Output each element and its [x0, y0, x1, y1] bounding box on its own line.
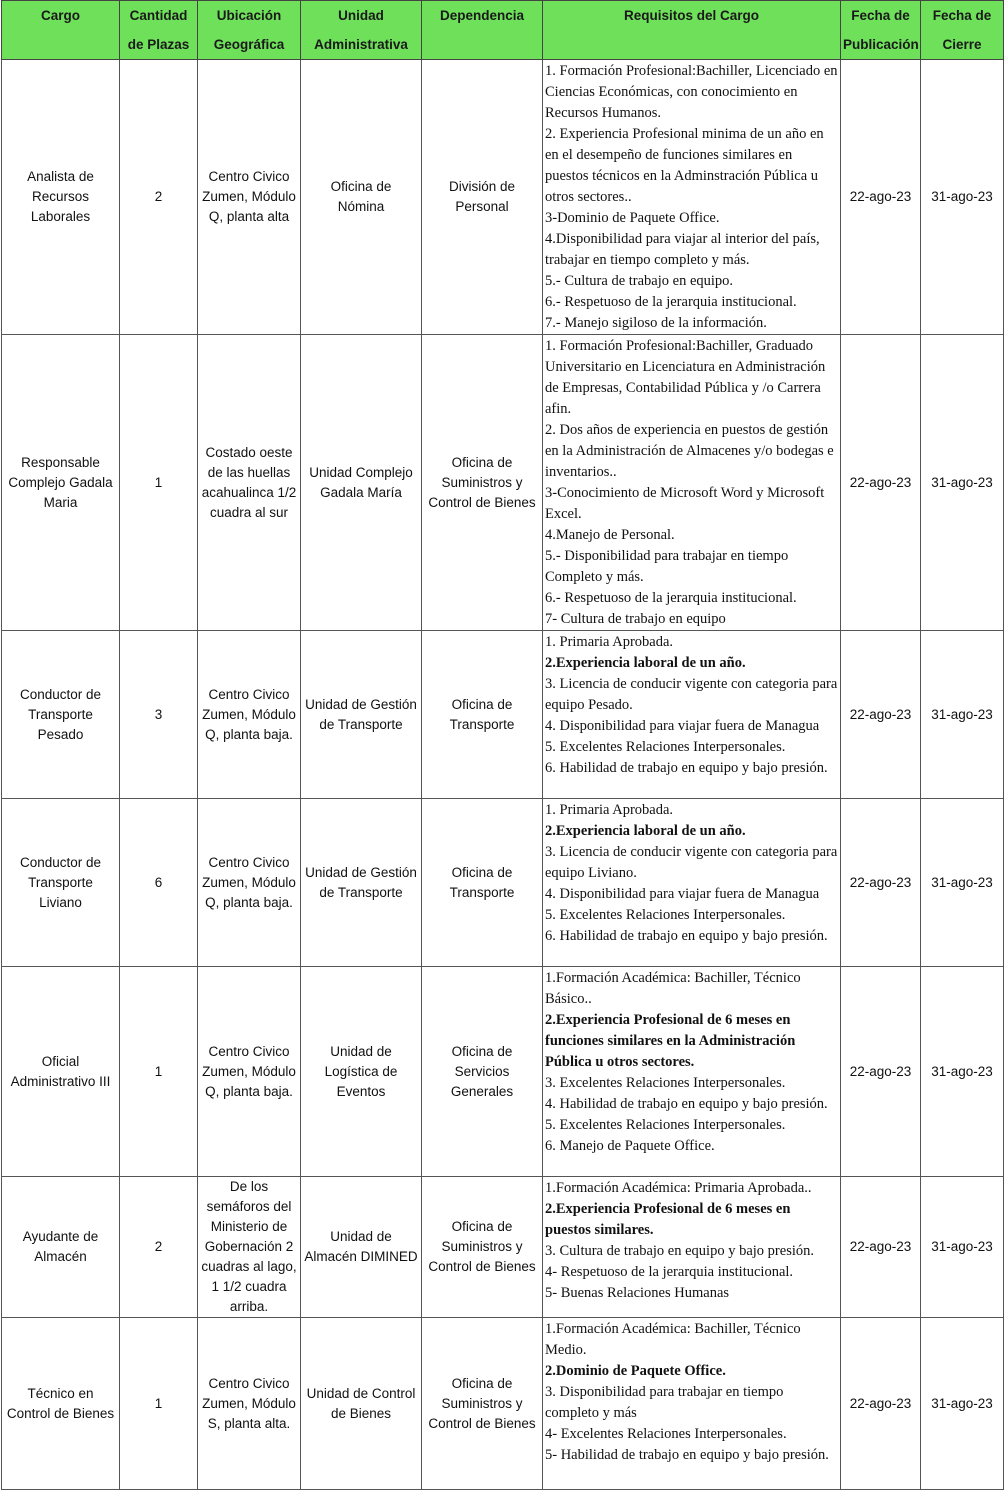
- unidad-cell-line: de Transporte: [319, 884, 403, 900]
- ubicacion-cell-line: Zumen, Módulo: [202, 1395, 296, 1411]
- ubicacion-cell-line: S, planta alta.: [207, 1415, 291, 1431]
- requisito-item: 2.Experiencia laboral de un año.: [545, 823, 746, 839]
- table-row: [2, 1177, 1004, 1318]
- job-vacancies-table: [1, 0, 1004, 1490]
- publicacion-cell: 22-ago-23: [841, 1318, 921, 1490]
- ubicacion-cell-line: Q, planta baja.: [205, 726, 293, 742]
- dependencia-cell: [422, 60, 543, 335]
- cargo-cell-line: Recursos: [31, 189, 90, 204]
- ubicacion-cell: [198, 967, 301, 1177]
- unidad-cell-line: de Bienes: [330, 1405, 392, 1421]
- plazas-cell: 6: [120, 799, 198, 967]
- unidad-cell: [301, 1318, 422, 1490]
- requisito-item: 4. Disponibilidad para viajar fuera de Managua: [545, 886, 820, 902]
- cargo-cell-line: Ayudante de: [22, 1229, 99, 1244]
- cierre-cell: 31-ago-23: [921, 1177, 1004, 1318]
- dependencia-cell-line: Generales: [450, 1083, 514, 1099]
- dependencia-cell-line: Oficina de: [451, 1219, 513, 1234]
- ubicacion-cell-line: Centro Civico: [208, 1043, 290, 1059]
- requisito-item: 6. Manejo de Paquete Office.: [545, 1138, 715, 1154]
- ubicacion-cell: [198, 1318, 301, 1490]
- cierre-cell: 31-ago-23: [921, 335, 1004, 631]
- cargo-cell: [2, 335, 120, 631]
- cierre-cell: 31-ago-23: [921, 1318, 1004, 1490]
- cargo-cell: [2, 1318, 120, 1490]
- cargo-cell-line: Complejo Gadala: [8, 474, 113, 490]
- unidad-cell-line: Unidad de Control: [306, 1385, 416, 1401]
- unidad-cell-line: Unidad Complejo: [309, 464, 413, 480]
- unidad-cell-line: Oficina de: [330, 179, 392, 194]
- ubicacion-cell-line: Centro Civico: [208, 169, 290, 184]
- cierre-cell: 31-ago-23: [921, 799, 1004, 967]
- cargo-cell: [2, 1177, 120, 1318]
- unidad-cell-line: Unidad de Gestión: [305, 696, 417, 712]
- requisito-item: 1. Formación Profesional:Bachiller, Graduado Universitario en Licenciatura en Administración de Empresas, Contabilidad Pública y /o Carrera afin.: [545, 338, 826, 417]
- table-row: [2, 631, 1004, 799]
- dependencia-cell-line: Oficina de: [451, 1375, 513, 1391]
- table-body: [2, 60, 1004, 1490]
- header-cierre: Fecha de Cierre: [921, 1, 1004, 60]
- plazas-cell: 1: [120, 1318, 198, 1490]
- requisito-item: 6.- Respetuoso de la jerarquia institucional.: [545, 294, 797, 310]
- dependencia-cell-line: Oficina de: [451, 454, 513, 470]
- cargo-cell-line: Transporte: [28, 706, 93, 722]
- ubicacion-cell-line: cuadras al lago,: [201, 1259, 297, 1274]
- requisito-item: 1. Primaria Aprobada.: [545, 634, 674, 650]
- dependencia-cell-line: Oficina de: [451, 864, 513, 880]
- requisito-item: 5. Excelentes Relaciones Interpersonales.: [545, 1117, 786, 1133]
- requisito-item: 3-Conocimiento de Microsoft Word y Microsoft Excel.: [545, 485, 825, 522]
- cierre-cell: 31-ago-23: [921, 967, 1004, 1177]
- unidad-cell: [301, 799, 422, 967]
- ubicacion-cell-line: Ministerio de: [210, 1219, 288, 1234]
- cargo-cell: [2, 799, 120, 967]
- requisito-item: 3. Licencia de conducir vigente con categoria para equipo Liviano.: [545, 844, 838, 881]
- ubicacion-cell-line: de las huellas: [207, 464, 291, 480]
- cargo-cell-line: Analista de: [27, 169, 94, 184]
- header-publicacion: Fecha de Publicación: [841, 1, 921, 60]
- requisito-item: 7- Cultura de trabajo en equipo: [545, 611, 726, 627]
- cargo-cell-line: Liviano: [39, 894, 82, 910]
- ubicacion-cell-line: Centro Civico: [208, 854, 290, 870]
- unidad-cell: [301, 60, 422, 335]
- ubicacion-cell-line: Q, planta alta: [208, 209, 290, 224]
- ubicacion-cell-line: Zumen, Módulo: [202, 874, 296, 890]
- ubicacion-cell-line: 1 1/2 cuadra: [211, 1279, 287, 1294]
- requisito-item: 2.Experiencia laboral de un año.: [545, 655, 746, 671]
- dependencia-cell: [422, 335, 543, 631]
- requisito-item: 2.Experiencia Profesional de 6 meses en puestos similares.: [545, 1201, 791, 1238]
- cargo-cell-line: Oficial: [41, 1053, 80, 1069]
- cargo-cell-line: Administrativo III: [10, 1073, 111, 1089]
- requisito-item: 3. Disponibilidad para trabajar en tiempo completo y más: [545, 1384, 784, 1421]
- requisito-item: 6.- Respetuoso de la jerarquia institucional.: [545, 590, 797, 606]
- table-row: [2, 1318, 1004, 1490]
- unidad-cell: [301, 1177, 422, 1318]
- requisito-item: 3-Dominio de Paquete Office.: [545, 210, 720, 226]
- dependencia-cell-line: Transporte: [449, 716, 515, 732]
- dependencia-cell-line: Control de Bienes: [428, 1259, 536, 1274]
- unidad-cell-line: Nómina: [337, 199, 385, 214]
- requisito-item: 4- Excelentes Relaciones Interpersonales.: [545, 1426, 787, 1442]
- ubicacion-cell-line: Q, planta baja.: [205, 894, 293, 910]
- ubicacion-cell-line: Gobernación 2: [204, 1239, 294, 1254]
- requisito-item: 4.Manejo de Personal.: [545, 527, 675, 543]
- table-row: [2, 335, 1004, 631]
- header-dependencia: Dependencia: [422, 1, 543, 60]
- ubicacion-cell-line: Q, planta baja.: [205, 1083, 293, 1099]
- dependencia-cell: [422, 631, 543, 799]
- header-plazas: Cantidad de Plazas: [120, 1, 198, 60]
- ubicacion-cell-line: Zumen, Módulo: [202, 706, 296, 722]
- cargo-cell-line: Almacén: [34, 1249, 87, 1264]
- requisito-item: 1.Formación Académica: Bachiller, Técnico Medio.: [545, 1321, 801, 1358]
- requisito-item: 5. Excelentes Relaciones Interpersonales.: [545, 739, 786, 755]
- dependencia-cell-line: Suministros y: [441, 1239, 523, 1254]
- dependencia-cell: [422, 1177, 543, 1318]
- requisito-item: 1.Formación Académica: Bachiller, Técnico Básico..: [545, 970, 801, 1007]
- ubicacion-cell-line: Centro Civico: [208, 686, 290, 702]
- dependencia-cell-line: Suministros y: [441, 1395, 523, 1411]
- requisito-item: 1. Primaria Aprobada.: [545, 802, 674, 818]
- header-ubicacion: Ubicación Geográfica: [198, 1, 301, 60]
- cierre-cell: 31-ago-23: [921, 60, 1004, 335]
- ubicacion-cell: [198, 631, 301, 799]
- cargo-cell-line: Conductor de: [19, 686, 102, 702]
- requisito-item: 5.- Cultura de trabajo en equipo.: [545, 273, 734, 289]
- table-row: [2, 799, 1004, 967]
- dependencia-cell: [422, 967, 543, 1177]
- table-row: [2, 60, 1004, 335]
- unidad-cell-line: Logística de: [324, 1063, 398, 1079]
- unidad-cell: [301, 335, 422, 631]
- table-row: [2, 967, 1004, 1177]
- requisito-item: 3. Excelentes Relaciones Interpersonales.: [545, 1075, 786, 1091]
- requisito-item: 2.Dominio de Paquete Office.: [545, 1363, 726, 1379]
- dependencia-cell-line: Suministros y: [441, 474, 523, 490]
- unidad-cell-line: Unidad de: [330, 1229, 392, 1244]
- requisito-item: 5- Habilidad de trabajo en equipo y bajo presión.: [545, 1447, 829, 1463]
- requisito-item: 1.Formación Académica: Primaria Aprobada..: [545, 1180, 812, 1196]
- cargo-cell-line: Transporte: [28, 874, 93, 890]
- cargo-cell: [2, 60, 120, 335]
- header-unidad: Unidad Administrativa: [301, 1, 422, 60]
- requisitos-cell: [543, 967, 841, 1177]
- ubicacion-cell-line: Zumen, Módulo: [202, 189, 296, 204]
- cargo-cell-line: Pesado: [37, 726, 84, 742]
- ubicacion-cell: [198, 335, 301, 631]
- ubicacion-cell: [198, 799, 301, 967]
- dependencia-cell-line: Control de Bienes: [428, 1415, 536, 1431]
- unidad-cell-line: Unidad de: [330, 1043, 392, 1059]
- publicacion-cell: 22-ago-23: [841, 799, 921, 967]
- cargo-cell-line: Maria: [43, 494, 78, 510]
- unidad-cell: [301, 967, 422, 1177]
- requisito-item: 4. Habilidad de trabajo en equipo y bajo presión.: [545, 1096, 828, 1112]
- unidad-cell-line: Unidad de Gestión: [305, 864, 417, 880]
- header-row: [2, 1, 1004, 60]
- dependencia-cell-line: Oficina de: [451, 696, 513, 712]
- requisito-item: 5.- Disponibilidad para trabajar en tiempo Completo y más.: [545, 548, 789, 585]
- requisito-item: 2. Experiencia Profesional minima de un año en en el desempeño de funciones similares en puestos técnicos en la Adminstración Pública u otros sectores..: [545, 126, 824, 205]
- plazas-cell: 2: [120, 1177, 198, 1318]
- ubicacion-cell: [198, 1177, 301, 1318]
- dependencia-cell-line: Control de Bienes: [428, 494, 536, 510]
- cargo-cell: [2, 967, 120, 1177]
- header-cargo: Cargo: [2, 1, 120, 60]
- ubicacion-cell-line: semáforos del: [206, 1199, 292, 1214]
- unidad-cell-line: Almacén DIMINED: [304, 1249, 418, 1264]
- requisito-item: 6. Habilidad de trabajo en equipo y bajo presión.: [545, 760, 828, 776]
- requisito-item: 5- Buenas Relaciones Humanas: [545, 1285, 730, 1301]
- requisitos-cell: [543, 631, 841, 799]
- requisito-item: 2.Experiencia Profesional de 6 meses en funciones similares en la Administración Pública u otros sectores.: [545, 1012, 796, 1070]
- requisito-item: 3. Cultura de trabajo en equipo y bajo presión.: [545, 1243, 814, 1259]
- publicacion-cell: 22-ago-23: [841, 967, 921, 1177]
- requisito-item: 4. Disponibilidad para viajar fuera de Managua: [545, 718, 820, 734]
- requisitos-cell: [543, 1318, 841, 1490]
- dependencia-cell-line: Personal: [455, 199, 509, 214]
- unidad-cell: [301, 631, 422, 799]
- publicacion-cell: 22-ago-23: [841, 335, 921, 631]
- unidad-cell-line: Gadala María: [320, 484, 402, 500]
- dependencia-cell: [422, 799, 543, 967]
- ubicacion-cell-line: cuadra al sur: [209, 504, 289, 520]
- cargo-cell-line: Laborales: [30, 209, 91, 224]
- ubicacion-cell: [198, 60, 301, 335]
- ubicacion-cell-line: Zumen, Módulo: [202, 1063, 296, 1079]
- requisitos-cell: [543, 335, 841, 631]
- plazas-cell: 1: [120, 335, 198, 631]
- publicacion-cell: 22-ago-23: [841, 631, 921, 799]
- unidad-cell-line: Eventos: [336, 1083, 386, 1099]
- header-requisitos: Requisitos del Cargo: [543, 1, 841, 60]
- requisito-item: 5. Excelentes Relaciones Interpersonales.: [545, 907, 786, 923]
- requisitos-cell: [543, 60, 841, 335]
- ubicacion-cell-line: arriba.: [229, 1299, 269, 1314]
- publicacion-cell: 22-ago-23: [841, 60, 921, 335]
- ubicacion-cell-line: De los: [229, 1179, 269, 1194]
- requisitos-cell: [543, 1177, 841, 1318]
- requisito-item: 6. Habilidad de trabajo en equipo y bajo presión.: [545, 928, 828, 944]
- cierre-cell: 31-ago-23: [921, 631, 1004, 799]
- requisito-item: 3. Licencia de conducir vigente con categoria para equipo Pesado.: [545, 676, 838, 713]
- requisito-item: 4.Disponibilidad para viajar al interior del país, trabajar en tiempo completo y más.: [545, 231, 820, 268]
- requisito-item: 7.- Manejo sigiloso de la información.: [545, 315, 767, 331]
- dependencia-cell-line: Servicios: [454, 1063, 510, 1079]
- cargo-cell-line: Técnico en: [27, 1385, 94, 1401]
- ubicacion-cell-line: Centro Civico: [208, 1375, 290, 1391]
- dependencia-cell-line: Transporte: [449, 884, 515, 900]
- requisitos-cell: [543, 799, 841, 967]
- requisito-item: 1. Formación Profesional:Bachiller, Licenciado en Ciencias Económicas, con conocimiento en Recursos Humanos.: [545, 63, 838, 121]
- requisito-item: 2. Dos años de experiencia en puestos de gestión en la Administración de Almacenes y/o bodegas e inventarios..: [545, 422, 834, 480]
- cargo-cell-line: Conductor de: [19, 854, 102, 870]
- requisito-item: 4- Respetuoso de la jerarquia institucional.: [545, 1264, 794, 1280]
- unidad-cell-line: de Transporte: [319, 716, 403, 732]
- ubicacion-cell-line: acahualinca 1/2: [201, 484, 297, 500]
- cargo-cell-line: Control de Bienes: [6, 1405, 115, 1421]
- dependencia-cell-line: División de: [448, 179, 516, 194]
- publicacion-cell: 22-ago-23: [841, 1177, 921, 1318]
- dependencia-cell-line: Oficina de: [451, 1043, 513, 1059]
- plazas-cell: 2: [120, 60, 198, 335]
- cargo-cell-line: Responsable: [21, 454, 100, 470]
- cargo-cell: [2, 631, 120, 799]
- plazas-cell: 1: [120, 967, 198, 1177]
- ubicacion-cell-line: Costado oeste: [205, 444, 293, 460]
- dependencia-cell: [422, 1318, 543, 1490]
- plazas-cell: 3: [120, 631, 198, 799]
